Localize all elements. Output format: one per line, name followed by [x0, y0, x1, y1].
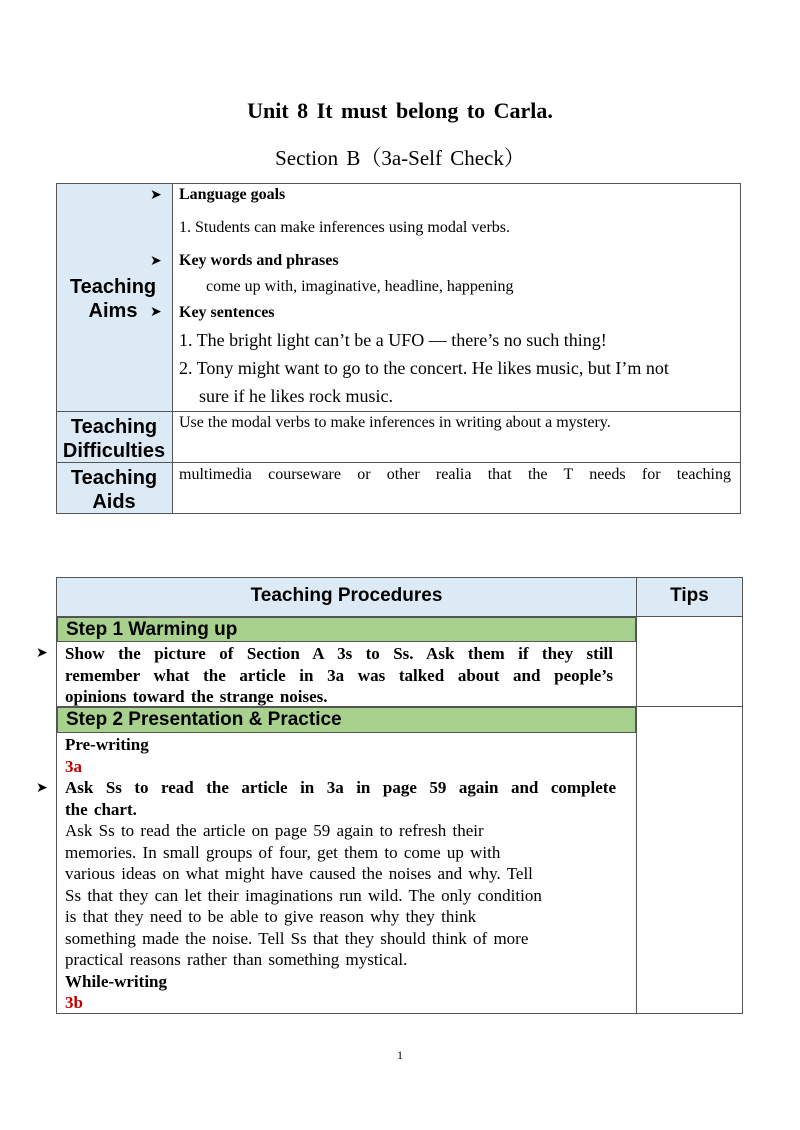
key-sentences-heading: Key sentences: [179, 304, 275, 321]
step2-content: [65, 734, 619, 1014]
pre-writing-heading: Pre-writing: [65, 735, 149, 754]
teaching-procedures-header: Teaching Procedures: [250, 585, 443, 606]
language-goals-item: 1. Students can make inferences using modal verbs.: [179, 219, 511, 236]
arrowhead-bullet-icon: ➤: [150, 187, 162, 203]
step2-tips-cell: [636, 706, 743, 1014]
step1-tips-cell: [636, 616, 743, 707]
teaching-difficulties-label: Teaching Difficulties: [62, 416, 166, 462]
step1-title: Step 1 Warming up: [66, 619, 238, 640]
label-3a: 3a: [65, 756, 82, 776]
step2-body: Ask Ss to read the article on page 59 again to refresh their memories. In small groups of four, get them to come up with various ideas on what might have caused the noises and why. Tell Ss that they can let their imaginations run wild. The only condition is that they need to be able to give reason why they think something made the noise. Tell Ss that they should think of more practical reasons rather than something mystical.: [65, 821, 542, 969]
task-3a-line-1: Ask Ss to read the article in 3a in page 59 again and complete: [65, 778, 616, 797]
aids-text: multimedia courseware or other realia that the T needs for teaching: [179, 466, 731, 483]
teaching-aims-label: Teaching Aims: [69, 276, 157, 322]
while-writing-heading: While-writing: [65, 971, 167, 991]
arrowhead-bullet-icon: ➤: [36, 645, 48, 661]
language-goals-heading: Language goals: [179, 186, 286, 203]
step2-title: Step 2 Presentation & Practice: [66, 709, 342, 730]
arrowhead-bullet-icon: ➤: [150, 304, 162, 320]
teaching-aids-label: Teaching Aids: [70, 467, 158, 513]
arrowhead-bullet-icon: ➤: [36, 780, 48, 796]
key-words-text: come up with, imaginative, headline, happening: [206, 278, 514, 295]
step1-title-bar: [57, 617, 636, 642]
key-sentence-2-line-1: 2. Tony might want to go to the concert. He likes music, but I’m not: [179, 358, 669, 378]
document-subtitle: Section B（3a-Self Check）: [275, 146, 525, 170]
key-sentence-1: 1. The bright light can’t be a UFO — there’s no such thing!: [179, 330, 607, 350]
tips-header: Tips: [670, 585, 709, 606]
task-3a-line-2: the chart.: [65, 799, 137, 819]
arrowhead-bullet-icon: ➤: [150, 253, 162, 269]
step2-title-bar: [57, 707, 636, 733]
key-words-heading: Key words and phrases: [179, 252, 339, 269]
label-3b: 3b: [65, 993, 83, 1012]
step1-instructions: Show the picture of Section A 3s to Ss. Ask them if they still remember what the article in 3a was talked about and people’s opinions toward the strange noises.: [65, 644, 613, 706]
difficulties-text: Use the modal verbs to make inferences in writing about a mystery.: [179, 414, 611, 431]
document-title: Unit 8 It must belong to Carla.: [247, 98, 553, 123]
page-number: 1: [397, 1048, 403, 1062]
key-sentence-2-line-2: sure if he likes rock music.: [199, 386, 393, 406]
